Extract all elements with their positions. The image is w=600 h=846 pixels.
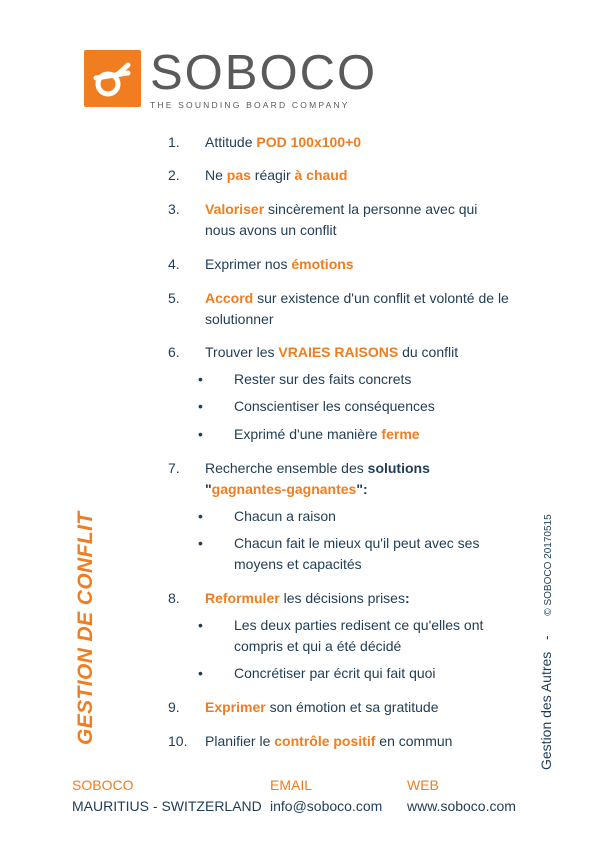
soboco-logo (84, 46, 384, 112)
footer-company: SOBOCO MAURITIUS - SWITZERLAND (72, 777, 262, 814)
logo-mark-icon (84, 50, 141, 107)
side-title: GESTION DE CONFLIT (74, 511, 97, 745)
logo-tagline: THE SOUNDING BOARD COMPANY (150, 100, 350, 110)
logo-wordmark: SOBOCO (150, 46, 378, 100)
footer-email: EMAIL info@soboco.com (270, 775, 382, 817)
web-link[interactable]: www.soboco.com (407, 798, 516, 814)
footer-web: WEB www.soboco.com (407, 775, 516, 817)
side-note: Gestion des Autres - © SOBOCO 20170515 (538, 514, 554, 770)
email-link[interactable]: info@soboco.com (270, 798, 383, 814)
